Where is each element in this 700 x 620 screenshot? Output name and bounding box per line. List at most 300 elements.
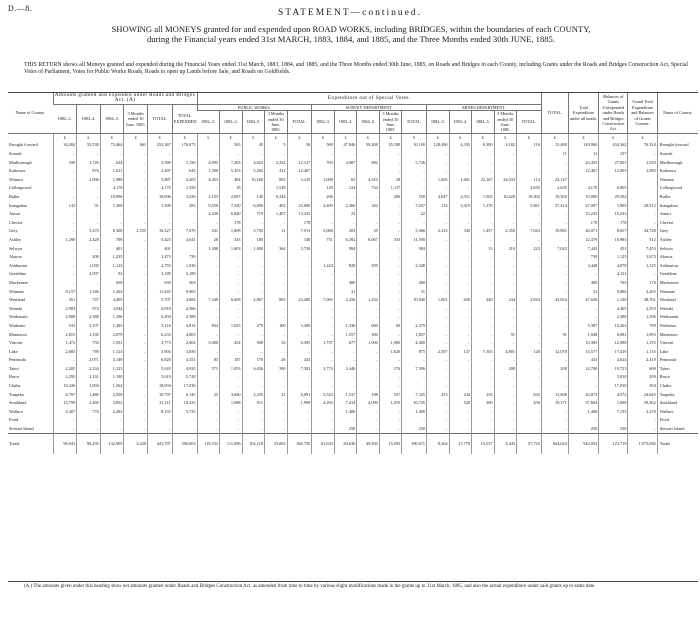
value-cell: 5,523: [312, 390, 335, 399]
value-cell: 661: [124, 141, 148, 150]
table-row: [8, 270, 698, 279]
value-cell: ..: [77, 192, 101, 201]
totals-row: [8, 434, 698, 455]
value-cell: 650: [449, 296, 472, 305]
value-cell: ..: [541, 304, 568, 313]
county-name: Southland: [9, 400, 27, 406]
value-cell: ..: [265, 407, 288, 416]
value-cell: ..: [265, 424, 288, 433]
value-cell: 10,160: [242, 175, 265, 184]
county-name-right: Totals: [657, 434, 698, 455]
value-cell: ..: [312, 381, 335, 390]
value-cell: ..: [402, 270, 427, 279]
county-name: Lake: [9, 348, 18, 354]
value-cell: 6,145: [172, 390, 197, 399]
value-cell: ..: [124, 149, 148, 158]
value-cell: 10,385: [568, 339, 598, 348]
value-cell: 1,537: [334, 390, 357, 399]
value-cell: ..: [357, 253, 380, 262]
value-cell: ..: [242, 270, 265, 279]
value-cell: ..: [427, 184, 450, 193]
table-row: [8, 364, 698, 373]
value-cell: ..: [472, 304, 495, 313]
county-name: Brought forward: [9, 142, 38, 148]
value-cell: ..: [628, 424, 657, 433]
value-cell: 7,330: [220, 201, 243, 210]
value-cell: 3,446: [334, 364, 357, 373]
value-cell: ..: [449, 184, 472, 193]
value-cell: ..: [449, 210, 472, 219]
value-cell: 1,621: [100, 167, 124, 176]
value-cell: ..: [517, 235, 542, 244]
value-cell: 600: [357, 321, 380, 330]
value-cell: 7,043: [517, 227, 542, 236]
value-cell: ..: [427, 149, 450, 158]
col-grand-total: Grand Total Expenditure and Balances of Grants Current.: [628, 93, 657, 133]
value-cell: ..: [220, 287, 243, 296]
value-cell: ..: [124, 235, 148, 244]
value-cell: 2,497: [148, 167, 173, 176]
value-cell: ..: [427, 158, 450, 167]
value-cell: ..: [472, 287, 495, 296]
value-cell: 22: [402, 210, 427, 219]
value-cell: ..: [379, 158, 402, 167]
value-cell: 1,948: [568, 330, 598, 339]
value-cell: 176: [379, 364, 402, 373]
value-cell: 3,330: [172, 192, 197, 201]
value-cell: 15,233: [568, 210, 598, 219]
value-cell: ..: [287, 278, 312, 287]
page-reference: D.—8.: [8, 4, 33, 13]
value-cell: ..: [472, 210, 495, 219]
value-cell: 8,264: [427, 434, 450, 455]
value-cell: ..: [220, 373, 243, 382]
value-cell: ..: [312, 270, 335, 279]
county-name-right: Stewart Island: [657, 424, 698, 433]
value-cell: ..: [427, 321, 450, 330]
value-cell: ..: [541, 270, 568, 279]
value-cell: 1,557: [334, 330, 357, 339]
value-cell: 4,624: [599, 356, 628, 365]
unit-cell: [657, 133, 698, 141]
value-cell: 433: [287, 356, 312, 365]
value-cell: 8,155: [148, 407, 173, 416]
value-cell: 35,180: [379, 141, 402, 150]
value-cell: ..: [568, 270, 598, 279]
value-cell: 1,546: [77, 287, 101, 296]
value-cell: 250: [402, 424, 427, 433]
value-cell: 1,655: [220, 321, 243, 330]
value-cell: 231: [197, 227, 220, 236]
value-cell: ..: [172, 244, 197, 253]
value-cell: 942,053: [568, 434, 598, 455]
value-cell: 3,107: [77, 321, 101, 330]
value-cell: ..: [517, 261, 542, 270]
value-cell: ..: [379, 167, 402, 176]
value-cell: ..: [242, 416, 265, 425]
value-cell: 208: [494, 364, 517, 373]
value-cell: ..: [449, 158, 472, 167]
value-cell: 2,903: [53, 304, 77, 313]
value-cell: 2,205: [53, 364, 77, 373]
county-name-right: Wallace: [657, 407, 698, 416]
county-name: Peninsula: [9, 357, 26, 363]
value-cell: ..: [427, 270, 450, 279]
value-cell: ..: [197, 287, 220, 296]
value-cell: 128,490: [427, 141, 450, 150]
value-cell: 37,604: [568, 399, 598, 408]
value-cell: 1,224: [312, 261, 335, 270]
value-cell: 5,453: [220, 167, 243, 176]
value-cell: 569: [312, 141, 335, 150]
col-group-survey: SURVEY DEPARTMENT.: [312, 104, 427, 110]
value-cell: ..: [312, 278, 335, 287]
value-cell: 563: [220, 141, 243, 150]
value-cell: ..: [265, 278, 288, 287]
value-cell: ..: [517, 373, 542, 382]
value-cell: ..: [124, 218, 148, 227]
value-cell: ..: [427, 167, 450, 176]
value-cell: 1,029: [628, 158, 657, 167]
value-cell: ..: [287, 253, 312, 262]
unit-cell: £: [197, 133, 220, 141]
table-row: [8, 390, 698, 399]
value-cell: 1,480: [77, 390, 101, 399]
value-cell: 433: [568, 356, 598, 365]
value-cell: ..: [449, 356, 472, 365]
county-name: Geraldine: [9, 271, 26, 277]
value-cell: ..: [265, 235, 288, 244]
value-cell: 7,135: [599, 407, 628, 416]
value-cell: ..: [517, 278, 542, 287]
value-cell: ..: [427, 407, 450, 416]
county-name: Fiord: [9, 417, 19, 423]
county-name-right: Akaroa: [657, 253, 698, 262]
value-cell: ..: [312, 244, 335, 253]
unit-cell: £: [357, 133, 380, 141]
value-cell: 12,467: [287, 167, 312, 176]
value-cell: ..: [472, 364, 495, 373]
value-cell: 12,379: [568, 235, 598, 244]
value-cell: ..: [402, 184, 427, 193]
table-row: [8, 201, 698, 210]
unit-cell: £: [148, 133, 173, 141]
unit-cell: £: [220, 133, 243, 141]
table-row: [8, 296, 698, 305]
value-cell: ..: [148, 424, 173, 433]
value-cell: 1,262: [100, 287, 124, 296]
value-cell: ..: [379, 313, 402, 322]
value-cell: 365,730: [287, 434, 312, 455]
value-cell: 55,538: [77, 141, 101, 150]
value-cell: 632: [517, 390, 542, 399]
value-cell: ..: [379, 261, 402, 270]
value-cell: ..: [449, 313, 472, 322]
table-row: [8, 407, 698, 416]
county-name-right: Waihemo: [657, 321, 698, 330]
unit-cell: £: [568, 133, 598, 141]
value-cell: ..: [357, 287, 380, 296]
value-cell: ..: [427, 244, 450, 253]
value-cell: ..: [517, 339, 542, 348]
county-name-right: Kaikoura: [657, 167, 698, 176]
value-cell: 57,725: [517, 434, 542, 455]
value-cell: 875: [402, 347, 427, 356]
value-cell: ..: [265, 416, 288, 425]
value-cell: 206: [379, 192, 402, 201]
value-cell: 10,840: [402, 296, 427, 305]
value-cell: 412: [265, 167, 288, 176]
value-cell: 434,362: [599, 141, 628, 150]
value-cell: 65: [334, 175, 357, 184]
value-cell: 333: [220, 235, 243, 244]
county-name: Maniototo: [9, 331, 27, 337]
col-amounts-1883: 1882–3.: [53, 104, 77, 133]
value-cell: 7,103: [472, 347, 495, 356]
value-cell: ..: [494, 424, 517, 433]
value-cell: 2,006: [77, 175, 101, 184]
value-cell: 4,430: [197, 210, 220, 219]
value-cell: 6,300: [472, 141, 495, 150]
value-cell: ..: [197, 149, 220, 158]
value-cell: 114: [427, 201, 450, 210]
county-name: Wallace: [9, 408, 23, 414]
value-cell: 5: [265, 141, 288, 150]
col-name-of-county: Name of County.: [8, 93, 53, 133]
value-cell: ..: [568, 416, 598, 425]
value-cell: 401: [100, 244, 124, 253]
value-cell: 56: [287, 141, 312, 150]
value-cell: ..: [517, 158, 542, 167]
col-sv-1884: 1883–4.: [334, 111, 357, 134]
value-cell: 1,106: [100, 313, 124, 322]
value-cell: ..: [197, 407, 220, 416]
table-row: [8, 347, 698, 356]
value-cell: 330: [449, 227, 472, 236]
value-cell: ..: [124, 313, 148, 322]
value-cell: 96,941: [53, 434, 77, 455]
value-cell: 12,003: [599, 167, 628, 176]
value-cell: 100: [265, 321, 288, 330]
unit-cell: £: [53, 133, 77, 141]
value-cell: ..: [265, 253, 288, 262]
value-cell: ..: [53, 192, 77, 201]
value-cell: 719: [242, 210, 265, 219]
value-cell: 3,774: [312, 364, 335, 373]
value-cell: ..: [449, 330, 472, 339]
value-cell: 4,995: [197, 158, 220, 167]
value-cell: 279: [242, 321, 265, 330]
value-cell: 400: [568, 278, 598, 287]
unit-cell: £: [517, 133, 542, 141]
unit-cell: £: [472, 133, 495, 141]
value-cell: ..: [172, 416, 197, 425]
value-cell: ..: [357, 210, 380, 219]
value-cell: 133: [472, 390, 495, 399]
value-cell: ..: [334, 149, 357, 158]
value-cell: ..: [357, 381, 380, 390]
value-cell: 3,852: [100, 399, 124, 408]
value-cell: 1,000: [242, 244, 265, 253]
value-cell: 12,988: [599, 339, 628, 348]
value-cell: ..: [494, 390, 517, 399]
county-name-right: Grey: [657, 227, 698, 236]
value-cell: 4,170: [148, 184, 173, 193]
value-cell: 10,326: [53, 381, 77, 390]
value-cell: ..: [312, 304, 335, 313]
value-cell: ..: [100, 149, 124, 158]
value-cell: 178: [568, 218, 598, 227]
value-cell: 703: [312, 158, 335, 167]
county-name-right: Ashburton: [657, 261, 698, 270]
value-cell: ..: [472, 330, 495, 339]
value-cell: ..: [628, 210, 657, 219]
value-cell: 1,123: [100, 347, 124, 356]
col-balances: Balances of Grants Unexpended under Roads and Bridges Construction Act.: [599, 93, 628, 133]
value-cell: [599, 175, 628, 184]
value-cell: 178: [599, 218, 628, 227]
value-cell: ..: [148, 149, 173, 158]
value-cell: ..: [357, 313, 380, 322]
value-cell: ..: [220, 253, 243, 262]
value-cell: ..: [242, 304, 265, 313]
value-cell: ..: [197, 184, 220, 193]
value-cell: 4,310: [357, 175, 380, 184]
value-cell: 1,085: [628, 167, 657, 176]
value-cell: 394: [628, 381, 657, 390]
value-cell: 5,735: [172, 407, 197, 416]
value-cell: [197, 141, 220, 150]
value-cell: 7,302: [287, 364, 312, 373]
value-cell: ..: [449, 149, 472, 158]
value-cell: 27,007: [568, 201, 598, 210]
unit-cell: £: [287, 133, 312, 141]
value-cell: ..: [172, 210, 197, 219]
value-cell: 1,370: [472, 201, 495, 210]
value-cell: ..: [472, 270, 495, 279]
value-cell: ..: [357, 192, 380, 201]
value-cell: 23,453: [568, 158, 598, 167]
value-cell: ..: [124, 261, 148, 270]
col-total-expenditure: Total Expenditure under all heads.: [568, 93, 598, 133]
value-cell: ..: [402, 218, 427, 227]
value-cell: ..: [402, 381, 427, 390]
value-cell: ..: [197, 347, 220, 356]
value-cell: 1,106: [628, 313, 657, 322]
value-cell: ..: [541, 167, 568, 176]
value-cell: [628, 192, 657, 201]
value-cell: 1,603: [427, 175, 450, 184]
value-cell: 257: [599, 149, 628, 158]
value-cell: 4,131: [599, 270, 628, 279]
value-cell: 188: [357, 390, 380, 399]
county-name: Totals: [8, 434, 53, 455]
value-cell: 250: [334, 424, 357, 433]
value-cell: 223: [517, 244, 542, 253]
value-cell: ..: [197, 253, 220, 262]
table-row: [8, 330, 698, 339]
value-cell: 4,087: [334, 158, 357, 167]
county-name: Waitaki: [9, 305, 23, 311]
value-cell: ..: [312, 424, 335, 433]
value-cell: 6,344: [265, 192, 288, 201]
value-cell: ..: [494, 287, 517, 296]
value-cell: 789: [77, 347, 101, 356]
value-cell: 520: [449, 399, 472, 408]
value-cell: ..: [124, 399, 148, 408]
value-cell: ..: [449, 321, 472, 330]
value-cell: ..: [427, 210, 450, 219]
value-cell: 5,202: [242, 167, 265, 176]
value-cell: ..: [53, 218, 77, 227]
value-cell: ..: [124, 416, 148, 425]
value-cell: ..: [379, 210, 402, 219]
value-cell: 643: [172, 167, 197, 176]
value-cell: 185: [242, 235, 265, 244]
value-cell: ..: [334, 270, 357, 279]
value-cell: ..: [242, 278, 265, 287]
county-name-right: Southland: [657, 399, 698, 408]
value-cell: 1,309: [148, 201, 173, 210]
value-cell: 33: [265, 339, 288, 348]
col-pw-1884: 1883–4.: [220, 111, 243, 134]
value-cell: 13,233: [287, 210, 312, 219]
value-cell: ..: [312, 210, 335, 219]
value-cell: ..: [379, 270, 402, 279]
value-cell: 10,797: [148, 390, 173, 399]
value-cell: ..: [541, 278, 568, 287]
value-cell: 4,078: [599, 261, 628, 270]
value-cell: ..: [197, 330, 220, 339]
value-cell: ..: [427, 424, 450, 433]
value-cell: 5,619: [148, 373, 173, 382]
value-cell: 129: [312, 184, 335, 193]
value-cell: ..: [449, 253, 472, 262]
value-cell: 2,071: [77, 356, 101, 365]
value-cell: ..: [242, 218, 265, 227]
value-cell: 454: [220, 339, 243, 348]
value-cell: 1,905: [599, 201, 628, 210]
col-md-1885: 1884–5.: [472, 111, 495, 134]
value-cell: ..: [472, 373, 495, 382]
table-row: [8, 287, 698, 296]
value-cell: ..: [427, 218, 450, 227]
value-cell: ..: [449, 339, 472, 348]
value-cell: 2,507: [427, 347, 450, 356]
value-cell: ..: [568, 304, 598, 313]
value-cell: ..: [287, 304, 312, 313]
county-name-right: Ashley: [657, 235, 698, 244]
value-cell: ..: [77, 278, 101, 287]
value-cell: 28,912: [628, 201, 657, 210]
value-cell: 3,443: [494, 434, 517, 455]
value-cell: 9,550: [197, 201, 220, 210]
county-name-right: Waitaki: [657, 304, 698, 313]
value-cell: ..: [265, 347, 288, 356]
value-cell: 364: [265, 244, 288, 253]
value-cell: 6,820: [148, 356, 173, 365]
value-cell: 900: [242, 339, 265, 348]
value-cell: 176: [242, 356, 265, 365]
county-name: Marlborough: [9, 159, 32, 165]
value-cell: 1,125: [599, 253, 628, 262]
value-cell: 6,081: [599, 330, 628, 339]
value-cell: 250: [599, 424, 628, 433]
value-cell: 2,205: [628, 287, 657, 296]
value-cell: ..: [220, 407, 243, 416]
value-cell: 4,409: [312, 201, 335, 210]
value-cell: ..: [197, 424, 220, 433]
